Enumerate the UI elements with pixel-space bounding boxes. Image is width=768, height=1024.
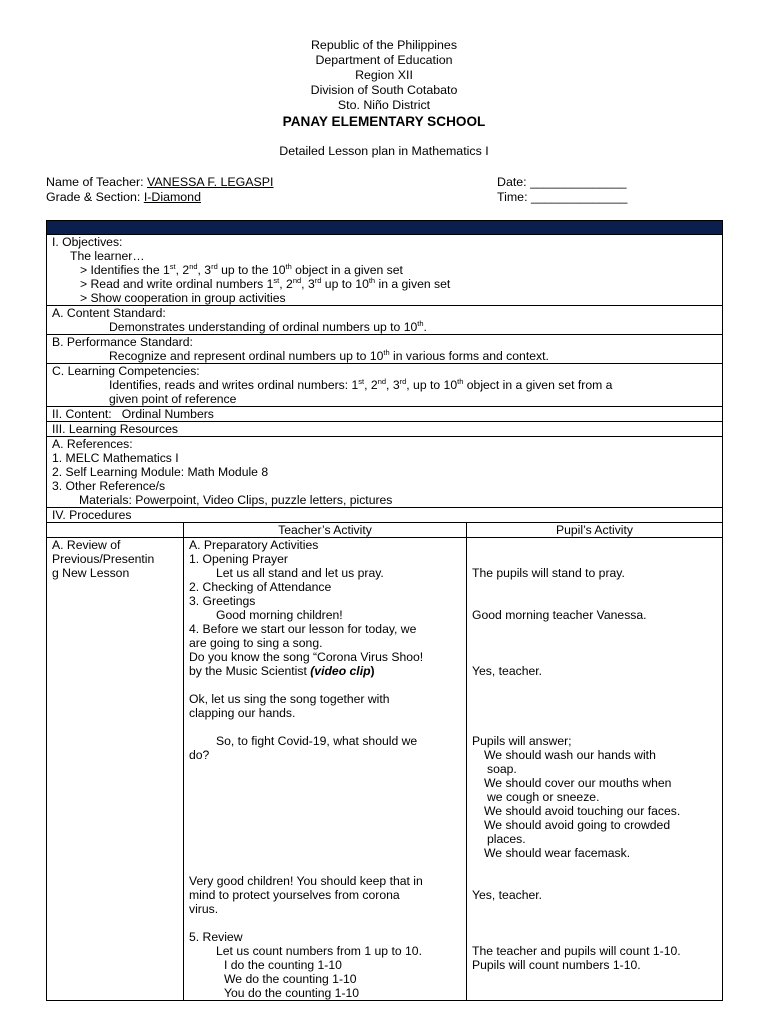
objective-2-text: , 3 — [301, 277, 315, 291]
time-blank: ______________ — [530, 190, 628, 204]
competencies-text-f: given point of reference — [109, 392, 237, 406]
sup-nd: nd — [189, 262, 198, 271]
column-header-pupil: Pupil’s Activity — [467, 523, 723, 538]
sup-rd: rd — [314, 276, 322, 285]
plan-title: Detailed Lesson plan in Mathematics I — [279, 144, 489, 158]
teacher-line: 4. Before we start our lesson for today, we — [189, 622, 417, 636]
sup-nd: nd — [377, 377, 387, 386]
sup-th: th — [417, 319, 424, 328]
references-cell — [47, 437, 723, 508]
spacer — [189, 860, 466, 874]
performance-standard-text-b: in various forms and context. — [389, 349, 549, 363]
performance-standard-heading: B. Performance Standard: — [52, 335, 193, 349]
teacher-line: So, to fight Covid-19, what should we — [216, 734, 418, 748]
spacer — [189, 790, 466, 804]
spacer — [472, 720, 722, 734]
teacher-line: 2. Checking of Attendance — [189, 580, 332, 594]
objective-2-text: up to 10 — [321, 277, 369, 291]
teacher-line: do? — [189, 748, 210, 762]
time-label: Time: — [497, 190, 531, 204]
objective-1 — [52, 263, 722, 277]
performance-standard-text-a: Recognize and represent ordinal numbers up to 10 — [109, 349, 384, 363]
grade-info — [46, 190, 201, 205]
spacer — [472, 706, 722, 720]
objectives-heading: I. Objectives: — [52, 235, 123, 249]
spacer — [472, 902, 722, 916]
teacher-line: I do the counting 1-10 — [224, 958, 342, 972]
competencies-row — [47, 364, 723, 407]
teacher-line: Let us count numbers from 1 up to 10. — [216, 944, 422, 958]
reference-1: 1. MELC Mathematics I — [52, 451, 179, 465]
spacer — [472, 636, 722, 650]
grade-value: I-Diamond — [143, 190, 201, 204]
pupil-line: places. — [487, 832, 526, 846]
resources-cell — [47, 422, 723, 437]
header-bar — [47, 221, 723, 235]
spacer — [189, 832, 466, 846]
date-label: Date: — [497, 175, 531, 189]
references-row — [47, 437, 723, 508]
spacer — [472, 594, 722, 608]
competencies-text-d: , up to 10 — [406, 378, 458, 392]
objective-2 — [52, 277, 722, 291]
teacher-line: virus. — [189, 902, 219, 916]
reference-2: 2. Self Learning Module: Math Module 8 — [52, 465, 269, 479]
sup-th: th — [457, 377, 464, 386]
references-heading: A. References: — [52, 437, 133, 451]
sup-rd: rd — [399, 377, 407, 386]
procedures-row — [47, 508, 723, 523]
spacer — [189, 776, 466, 790]
spacer — [472, 916, 722, 930]
spacer — [472, 692, 722, 706]
spacer — [189, 720, 466, 734]
spacer — [472, 538, 722, 552]
pupil-line: We should avoid going to crowded — [484, 818, 671, 832]
teacher-line — [189, 664, 466, 678]
pupil-line: soap. — [487, 762, 517, 776]
content-row — [47, 407, 723, 422]
pupil-line: Yes, teacher. — [472, 888, 543, 902]
competencies-cell — [47, 364, 723, 407]
objectives-cell — [47, 235, 723, 306]
review-label-line: A. Review of — [52, 538, 121, 552]
spacer — [189, 818, 466, 832]
date-field — [497, 175, 627, 190]
pupil-line: The teacher and pupils will count 1-10. — [472, 944, 681, 958]
objectives-learner: The learner… — [70, 249, 145, 263]
content-standard-text-b: . — [423, 320, 427, 334]
competencies-text-b: , 2 — [364, 378, 378, 392]
sup-th: th — [368, 276, 376, 285]
teacher-info — [46, 175, 274, 190]
pupil-line: Pupils will answer; — [472, 734, 572, 748]
division-line: Division of South Cotabato — [310, 83, 458, 97]
lesson-plan-table — [46, 220, 723, 1001]
teacher-name: VANESSA F. LEGASPI — [147, 175, 274, 189]
review-label-line: Previous/Presentin — [52, 552, 155, 566]
objective-3: > Show cooperation in group activities — [80, 291, 286, 305]
objectives-row — [47, 235, 723, 306]
sup-st: st — [169, 262, 176, 271]
content-standard-text — [52, 320, 722, 334]
sup-st: st — [273, 276, 280, 285]
teacher-line: are going to sing a song. — [189, 636, 323, 650]
spacer — [472, 930, 722, 944]
content-standard-text-a: Demonstrates understanding of ordinal numbers up to 10 — [109, 320, 418, 334]
objective-1-text: , 2 — [175, 263, 190, 277]
date-blank: ______________ — [530, 175, 627, 189]
spacer — [472, 860, 722, 874]
pupil-line: We should wear facemask. — [484, 846, 631, 860]
column-header-teacher: Teacher’s Activity — [184, 523, 467, 538]
column-header-blank — [47, 523, 184, 538]
sup-st: st — [358, 377, 365, 386]
pupil-line: Yes, teacher. — [472, 664, 543, 678]
teacher-line: 3. Greetings — [189, 594, 256, 608]
objective-1-text: up to the 10 — [217, 263, 286, 277]
objective-2-text: > Read and write ordinal numbers 1 — [80, 277, 274, 291]
resources-row — [47, 422, 723, 437]
performance-standard-row — [47, 335, 723, 364]
column-header-row — [47, 523, 723, 538]
resources-label: III. Learning Resources — [52, 422, 179, 436]
region-line: Region XII — [355, 68, 413, 82]
department-line: Department of Education — [315, 53, 453, 67]
teacher-line: Good morning children! — [216, 608, 343, 622]
district-line: Sto. Niño District — [337, 98, 431, 112]
performance-standard-text — [52, 349, 722, 363]
content-standard-cell — [47, 306, 723, 335]
time-field — [497, 190, 627, 205]
pupil-line: we cough or sneeze. — [487, 790, 600, 804]
performance-standard-cell — [47, 335, 723, 364]
review-label-cell — [47, 538, 184, 1001]
competencies-text-c: , 3 — [386, 378, 400, 392]
content-label: II. Content: Ordinal Numbers — [52, 407, 214, 421]
pupil-activity-cell — [467, 538, 723, 1001]
objective-1-text: , 3 — [197, 263, 212, 277]
spacer — [472, 650, 722, 664]
content-standard-heading: A. Content Standard: — [52, 306, 166, 320]
review-row — [47, 538, 723, 1001]
pupil-line: Pupils will count numbers 1-10. — [472, 958, 641, 972]
objective-2-text: in a given set — [375, 277, 451, 291]
procedures-cell — [47, 508, 723, 523]
spacer — [189, 916, 466, 930]
teacher-line: A. Preparatory Activities — [189, 538, 319, 552]
materials: Materials: Powerpoint, Video Clips, puzzle letters, pictures — [79, 493, 393, 507]
pupil-line: We should cover our mouths when — [484, 776, 672, 790]
pupil-line: We should avoid touching our faces. — [484, 804, 681, 818]
grade-label: Grade & Section: — [46, 190, 144, 204]
review-label-line: g New Lesson — [52, 566, 130, 580]
reference-3: 3. Other Reference/s — [52, 479, 166, 493]
procedures-label: IV. Procedures — [52, 508, 132, 522]
teacher-line: 5. Review — [189, 930, 243, 944]
sup-rd: rd — [211, 262, 218, 271]
pupil-line: The pupils will stand to pray. — [472, 566, 625, 580]
spacer — [472, 874, 722, 888]
spacer — [472, 622, 722, 636]
spacer — [189, 762, 466, 776]
republic-line: Republic of the Philippines — [310, 38, 458, 52]
spacer — [189, 846, 466, 860]
objective-1-text: object in a given set — [291, 263, 403, 277]
objective-2-text: , 2 — [279, 277, 293, 291]
competencies-text-a: Identifies, reads and writes ordinal numbers: 1 — [109, 378, 359, 392]
sup-th: th — [383, 348, 390, 357]
document-header — [0, 38, 768, 129]
spacer — [472, 552, 722, 566]
competencies-heading: C. Learning Competencies: — [52, 364, 200, 378]
objective-1-text: > Identifies the 1 — [80, 263, 170, 277]
teacher-line: Ok, let us sing the song together with — [189, 692, 390, 706]
teacher-line: Do you know the song “Corona Virus Shoo! — [189, 650, 424, 664]
pupil-line: We should wash our hands with — [484, 748, 656, 762]
school-name: PANAY ELEMENTARY SCHOOL — [282, 114, 486, 129]
teacher-line: 1. Opening Prayer — [189, 552, 288, 566]
sup-th: th — [285, 262, 292, 271]
teacher-label: Name of Teacher: — [46, 175, 148, 189]
teacher-text: ) — [370, 664, 375, 678]
teacher-line: We do the counting 1-10 — [224, 972, 357, 986]
competencies-text-e: object in a given set from a — [463, 378, 613, 392]
teacher-line: Very good children! You should keep that in — [189, 874, 423, 888]
spacer — [189, 804, 466, 818]
teacher-activity-cell — [184, 538, 467, 1001]
video-clip-label: (video clip — [310, 664, 371, 678]
sup-nd: nd — [292, 276, 302, 285]
header-bar-row — [47, 221, 723, 235]
pupil-line: Good morning teacher Vanessa. — [472, 608, 647, 622]
teacher-line: clapping our hands. — [189, 706, 296, 720]
content-cell — [47, 407, 723, 422]
teacher-text: by the Music Scientist — [189, 664, 311, 678]
spacer — [189, 678, 466, 692]
competencies-text — [52, 378, 722, 392]
teacher-line: Let us all stand and let us pray. — [216, 566, 384, 580]
teacher-line: mind to protect yourselves from corona — [189, 888, 400, 902]
spacer — [472, 678, 722, 692]
content-standard-row — [47, 306, 723, 335]
spacer — [472, 580, 722, 594]
teacher-line: You do the counting 1-10 — [224, 986, 360, 1000]
